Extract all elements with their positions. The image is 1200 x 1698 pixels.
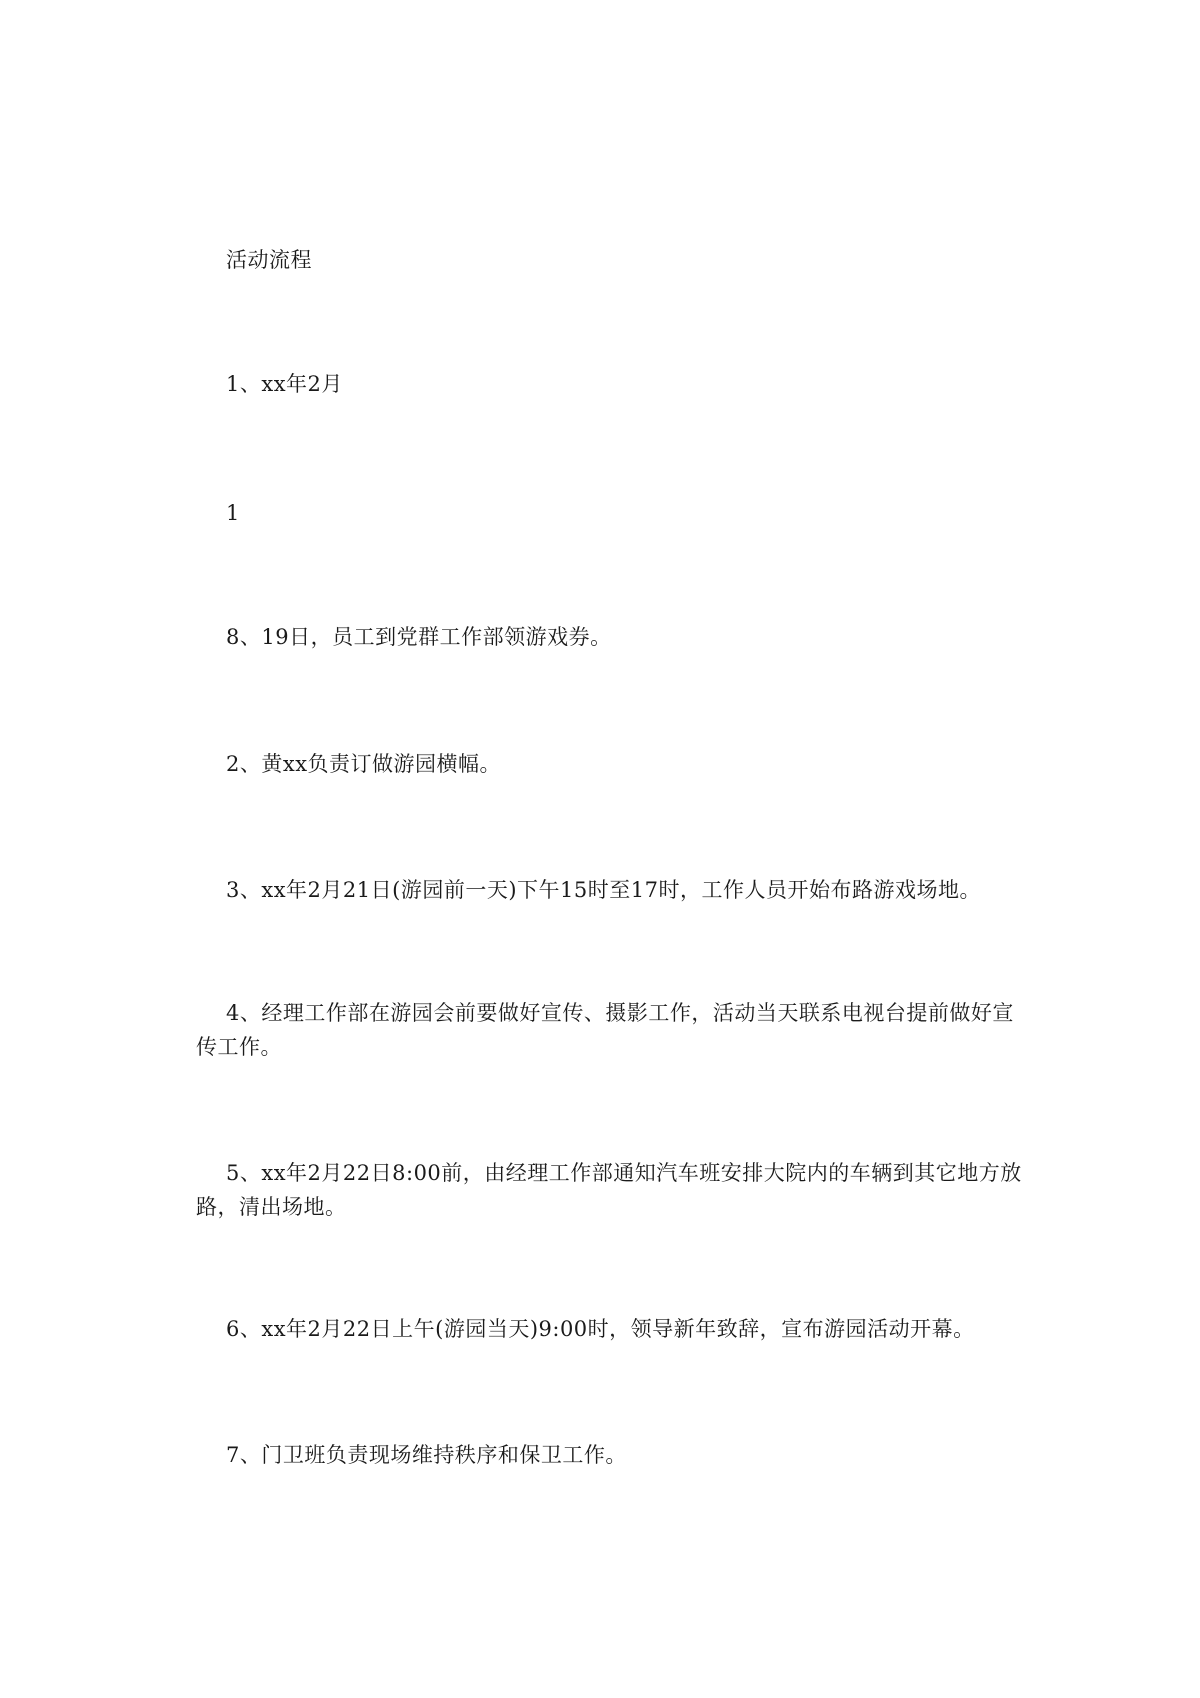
list-item: 3、xx年2月21日(游园前一天)下午15时至17时，工作人员开始布路游戏场地。 xyxy=(226,878,981,902)
list-item: 1、xx年2月 xyxy=(226,372,343,396)
list-item: 1 xyxy=(226,501,240,525)
list-item: 2、黄xx负责订做游园横幅。 xyxy=(226,752,502,776)
list-item: 7、门卫班负责现场维持秩序和保卫工作。 xyxy=(226,1443,627,1467)
document-title: 活动流程 xyxy=(226,248,312,272)
list-item: 6、xx年2月22日上午(游园当天)9:00时，领导新年致辞，宣布游园活动开幕。 xyxy=(226,1317,975,1341)
list-item: 8、19日，员工到党群工作部领游戏券。 xyxy=(226,625,612,649)
list-item: 4、经理工作部在游园会前要做好宣传、摄影工作，活动当天联系电视台提前做好宣传工作。 xyxy=(196,1001,1014,1059)
list-item: 5、xx年2月22日8:00前，由经理工作部通知汽车班安排大院内的车辆到其它地方放路，清出场地。 xyxy=(196,1161,1022,1219)
